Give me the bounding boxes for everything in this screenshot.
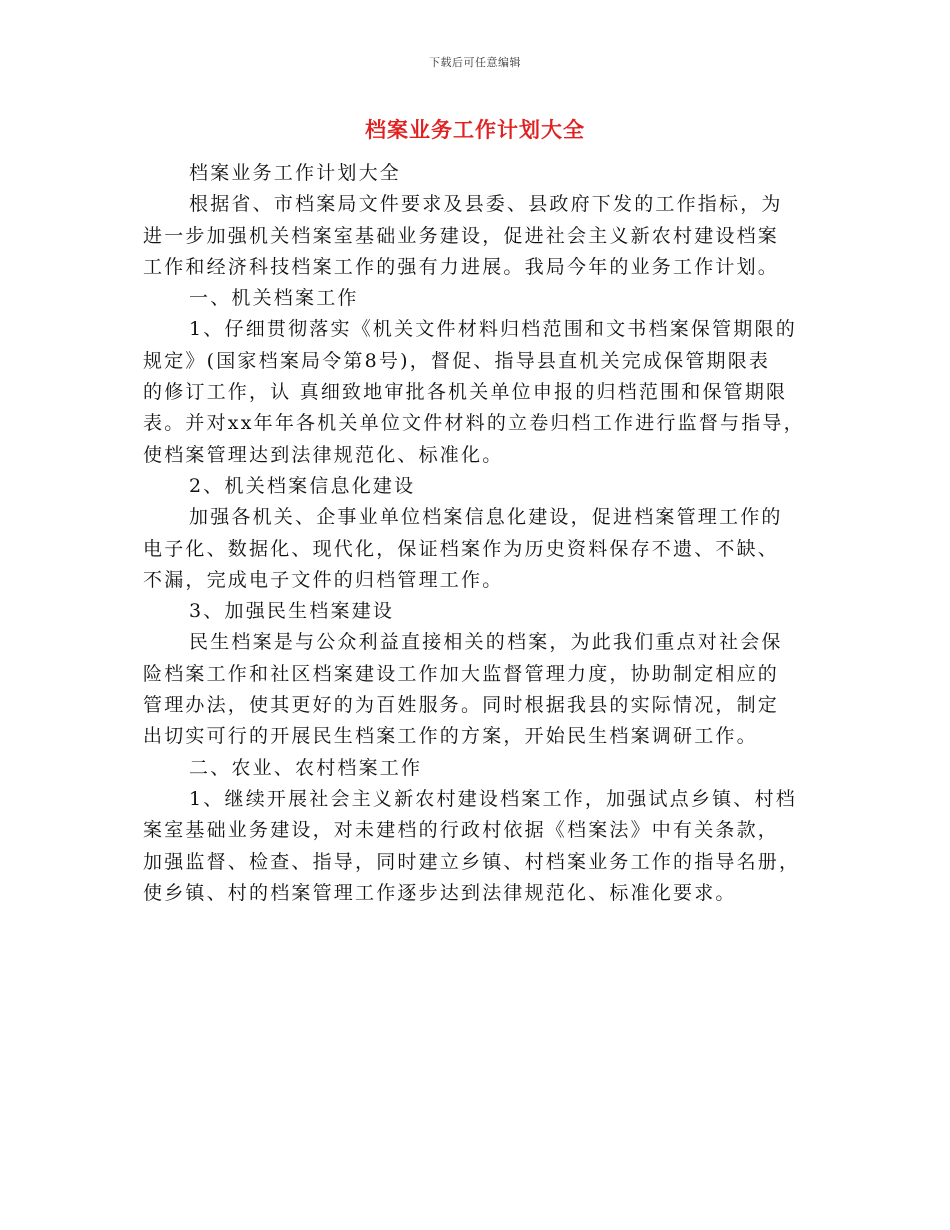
body-line: 根据省、市档案局文件要求及县委、县政府下发的工作指标，为 — [189, 193, 783, 216]
body-line: 1、继续开展社会主义新农村建设档案工作，加强试点乡镇、村档 — [189, 787, 797, 810]
body-line: 1、仔细贯彻落实《机关文件材料归档范围和文书档案保管期限的 — [189, 318, 797, 341]
body-line: 电子化、数据化、现代化，保证档案作为历史资料保存不遗、不缺、 — [143, 537, 780, 560]
body-line: 加强监督、检查、指导，同时建立乡镇、村档案业务工作的指导名册， — [143, 850, 801, 873]
body-line: 加强各机关、企事业单位档案信息化建设，促进档案管理工作的 — [189, 506, 783, 529]
body-line: 档案业务工作计划大全 — [189, 162, 402, 184]
body-line: 二、农业、农村档案工作 — [189, 756, 423, 779]
body-line: 管理办法，使其更好的为百姓服务。同时根据我县的实际情况，制定 — [143, 694, 780, 717]
body-line: 使乡镇、村的档案管理工作逐步达到法律规范化、标准化要求。 — [143, 881, 737, 904]
body-line: 一、机关档案工作 — [189, 287, 359, 310]
body-line: 规定》(国家档案局令第8号)，督促、指导县直机关完成保管期限表 — [143, 349, 771, 372]
body-line: 3、加强民生档案建设 — [189, 600, 395, 623]
body-line: 不漏，完成电子文件的归档管理工作。 — [143, 568, 504, 591]
body-line: 工作和经济科技档案工作的强有力进展。我局今年的业务工作计划。 — [143, 255, 780, 278]
body-line: 表。并对xx年年各机关单位文件材料的立卷归档工作进行监督与指导， — [143, 412, 805, 435]
body-line: 使档案管理达到法律规范化、标准化。 — [143, 443, 504, 466]
body-line: 出切实可行的开展民生档案工作的方案，开始民生档案调研工作。 — [143, 725, 758, 748]
document-title: 档案业务工作计划大全 — [365, 117, 585, 142]
body-line: 的修订工作，认 真细致地审批各机关单位申报的归档范围和保管期限 — [143, 381, 788, 404]
document-body — [143, 158, 823, 909]
body-line: 民生档案是与公众利益直接相关的档案，为此我们重点对社会保 — [189, 631, 783, 654]
body-line: 险档案工作和社区档案建设工作加大监督管理力度，协助制定相应的 — [143, 662, 780, 685]
body-line: 进一步加强机关档案室基础业务建设，促进社会主义新农村建设档案 — [143, 224, 780, 247]
body-line: 2、机关档案信息化建设 — [189, 474, 416, 497]
body-line: 案室基础业务建设，对未建档的行政村依据《档案法》中有关条款， — [143, 819, 780, 842]
header-note: 下载后可任意编辑 — [429, 56, 521, 69]
